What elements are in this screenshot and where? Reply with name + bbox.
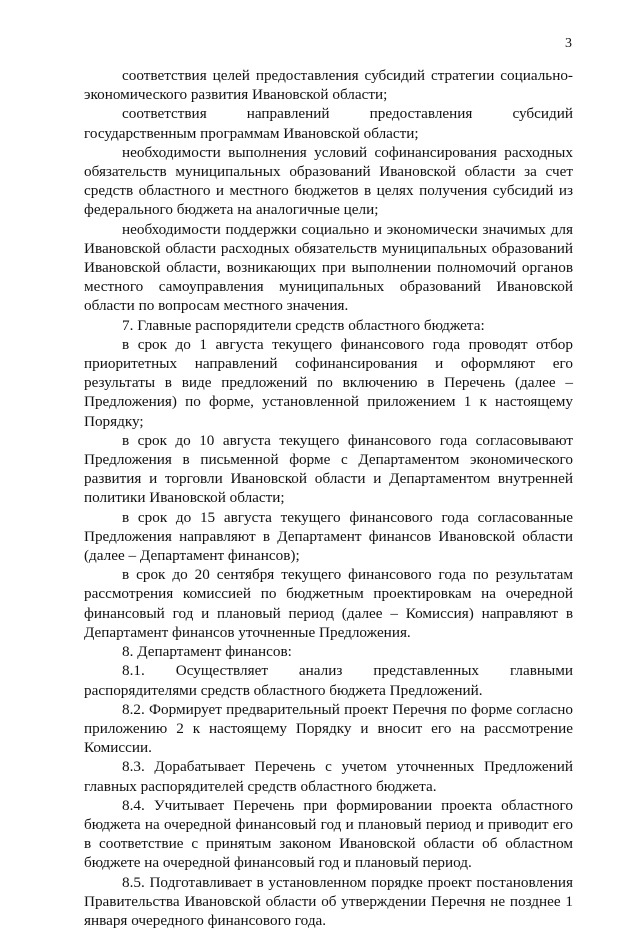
- paragraph: 7. Главные распорядители средств областного бюджета:: [122, 316, 485, 334]
- paragraph: 8.2. Формирует предварительный проект Перечня по форме согласно приложению 2 к настоящему Порядку и вносит его на рассмотрение Комиссии.: [84, 700, 573, 757]
- paragraph: 8.1. Осуществляет анализ представленных главными распорядителями средств областного бюджета Предложений.: [84, 662, 573, 699]
- paragraph: необходимости поддержки социально и экономически значимых для Ивановской области расходных обязательств муниципальных образований Ивановской области, возникающих при выполнении полномочий органов местного самоуправления муниципальных образований Ивановской области по вопросам местного значения.: [84, 220, 573, 315]
- paragraph: необходимости выполнения условий софинансирования расходных обязательств муниципальных образований Ивановской области за счет средств областного и местного бюджетов в целях получения субсидий из федерального бюджета на аналогичные цели;: [84, 143, 573, 219]
- paragraph: соответствия направлений предоставления субсидий государственным программам Ивановской области;: [84, 105, 573, 142]
- paragraph: соответствия целей предоставления субсидий стратегии социально-экономического развития Ивановской области;: [84, 67, 573, 104]
- paragraph: 8. Департамент финансов:: [122, 643, 292, 661]
- paragraph: 8.3. Дорабатывает Перечень с учетом уточненных Предложений главных распорядителей средств областного бюджета.: [84, 758, 573, 795]
- paragraph: в срок до 20 сентября текущего финансового года по результатам рассмотрения комиссией по бюджетным проектировкам на очередной финансовый год и плановый период (далее – Комиссия) направляют в Департамент финансов уточненные Предложения.: [84, 566, 573, 641]
- paragraph: 8.4. Учитывает Перечень при формировании проекта областного бюджета на очередной финансовый год и плановый период и приводит его в соответствие с принятым законом Ивановской области об областном бюджете на очередной финансовый год и плановый период.: [84, 796, 573, 872]
- paragraph: в срок до 10 августа текущего финансового года согласовывают Предложения в письменной форме с Департаментом экономического развития и торговли Ивановской области и Департаментом внутренней политики Ивановской области;: [84, 431, 573, 507]
- document-body: [84, 66, 573, 930]
- paragraph: в срок до 1 августа текущего финансового года проводят отбор приоритетных направлений софинансирования и оформляют его результаты в виде предложений по включению в Перечень (далее – Предложения) по форме, установленной приложением 1 к настоящему Порядку;: [84, 335, 573, 430]
- page-number: 3: [565, 36, 572, 51]
- paragraph: в срок до 15 августа текущего финансового года согласованные Предложения направляют в Департамент финансов Ивановской области (далее – Департамент финансов);: [84, 508, 573, 565]
- paragraph: 8.5. Подготавливает в установленном порядке проект постановления Правительства Ивановской области об утверждении Перечня не позднее 1 января очередного финансового года.: [84, 873, 573, 929]
